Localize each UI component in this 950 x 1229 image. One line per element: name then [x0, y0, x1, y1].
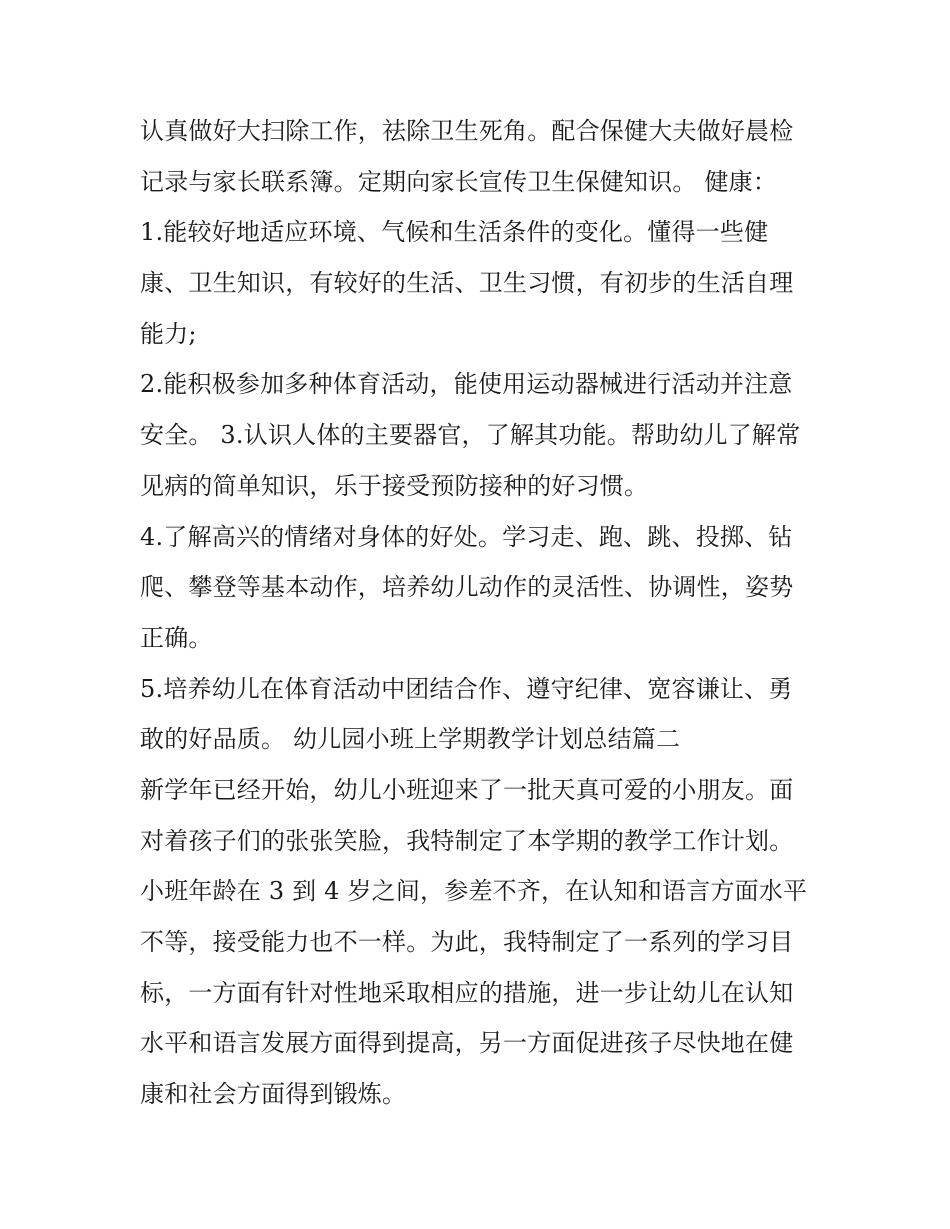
text-line: 康和社会方面得到锻炼。 [140, 1080, 407, 1109]
text-line: 小班年龄在 3 到 4 岁之间，参差不齐，在认知和语言方面水平 [140, 877, 808, 906]
text-line: 能力; [140, 319, 197, 348]
text-line: 5.培养幼儿在体育活动中团结合作、遵守纪律、宽容谦让、勇 [140, 674, 793, 703]
text-line: 不等，接受能力也不一样。为此，我特制定了一系列的学习目 [140, 928, 794, 956]
text-line: 康、卫生知识，有较好的生活、卫生习惯，有初步的生活自理 [140, 269, 794, 298]
text-line: 水平和语言发展方面得到提高，另一方面促进孩子尽快地在健 [140, 1029, 794, 1058]
text-line: 标，一方面有针对性地采取相应的措施，进一步让幼儿在认知 [140, 978, 794, 1007]
text-line: 敢的好品质。 幼儿园小班上学期教学计划总结篇二 [140, 725, 681, 754]
document-body [140, 106, 830, 1120]
text-line: 对着孩子们的张张笑脸，我特制定了本学期的教学工作计划。 [140, 826, 794, 855]
text-line: 认真做好大扫除工作，祛除卫生死角。配合保健大夫做好晨检 [140, 117, 794, 145]
text-line: 正确。 [140, 623, 213, 652]
text-line: 见病的简单知识，乐于接受预防接种的好习惯。 [140, 471, 649, 500]
text-line: 2.能积极参加多种体育活动，能使用运动器械进行活动并注意 [140, 370, 793, 399]
text-line: 记录与家长联系簿。定期向家长宣传卫生保健知识。 健康： [140, 167, 778, 196]
text-line: 安全。 3.认识人体的主要器官，了解其功能。帮助幼儿了解常 [140, 421, 801, 450]
text-line: 新学年已经开始，幼儿小班迎来了一批天真可爱的小朋友。面 [140, 775, 794, 804]
text-line: 1.能较好地适应环境、气候和生活条件的变化。懂得一些健 [140, 218, 769, 247]
text-line: 爬、攀登等基本动作，培养幼儿动作的灵活性、协调性，姿势 [140, 573, 794, 602]
text-line: 4.了解高兴的情绪对身体的好处。学习走、跑、跳、投掷、钻 [140, 522, 793, 551]
